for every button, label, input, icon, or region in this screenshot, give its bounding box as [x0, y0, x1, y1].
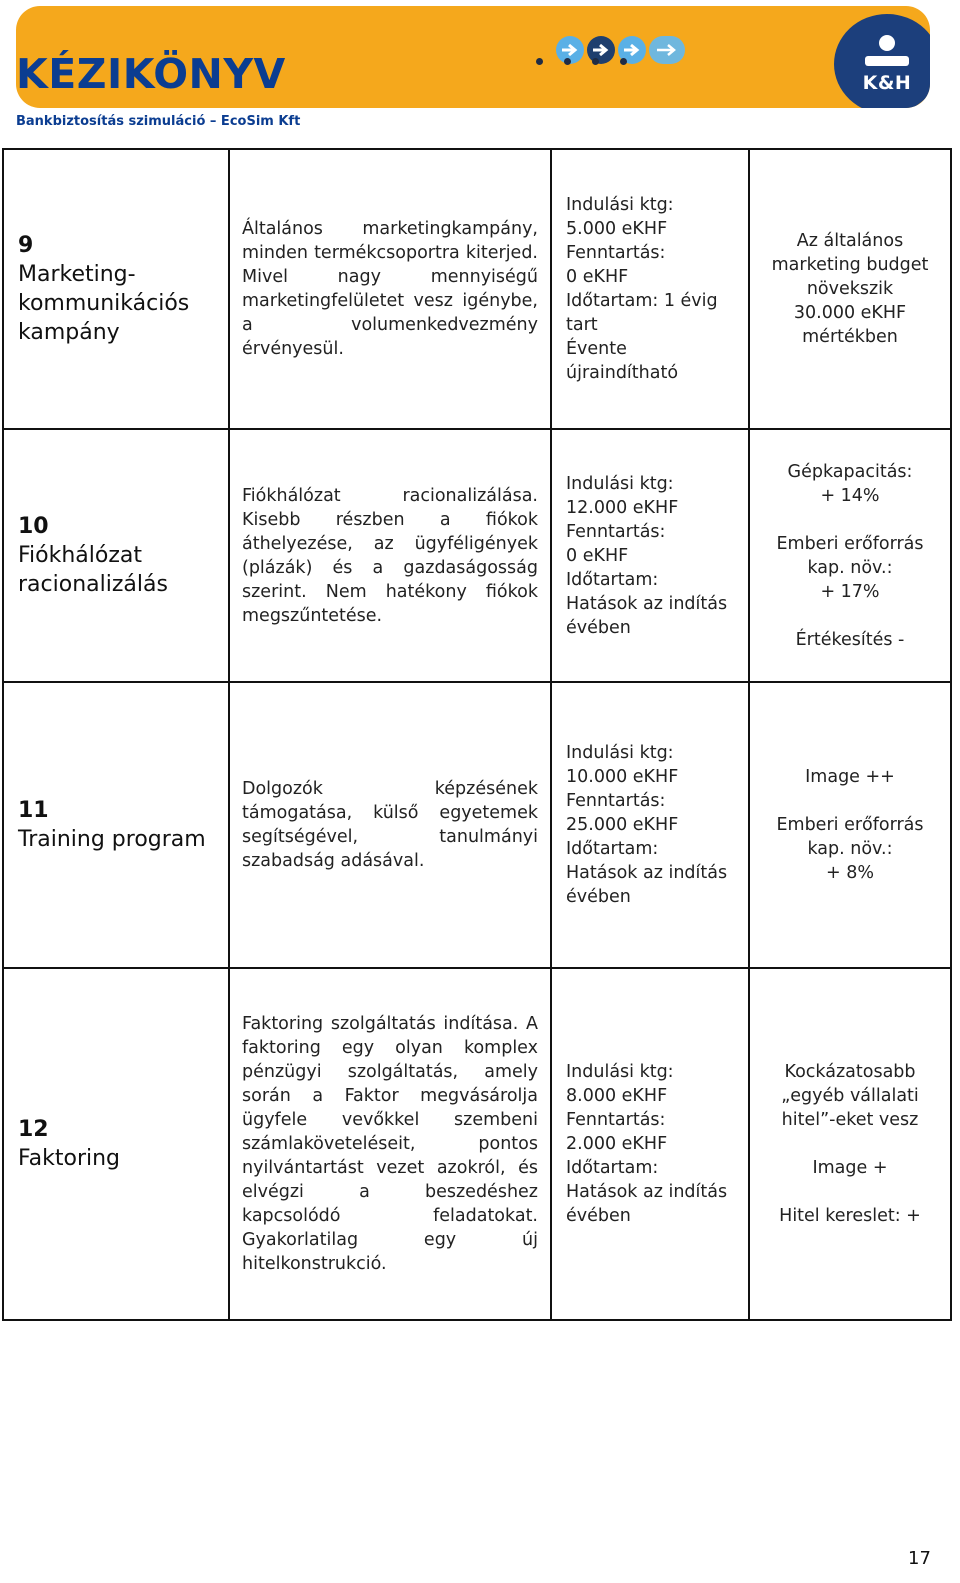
cost-line: Indulási ktg:: [566, 473, 674, 494]
effect-line: + 14%: [820, 485, 880, 506]
kh-logo: [834, 14, 930, 108]
measure-name: Faktoring: [18, 1146, 121, 1171]
dot-icon: [564, 58, 571, 65]
cost-line: Fenntartás:: [566, 521, 666, 542]
cost-line: 0 eKHF: [566, 267, 629, 287]
description-cell: [229, 149, 551, 429]
effect-line: Image ++: [805, 767, 895, 787]
effect-line: 30.000 eKHF mértékben: [793, 303, 907, 347]
effect-line: Image +: [812, 1158, 888, 1178]
cost-line: Évente újraindítható: [566, 339, 679, 383]
cost-line: Fenntartás:: [566, 243, 666, 263]
person-icon: [862, 34, 912, 70]
dot-icon: [536, 58, 543, 65]
cost-cell: [551, 149, 749, 429]
cost-line: Időtartam:: [566, 569, 659, 590]
effect-line: Kockázatosabb „egyéb vállalati hitel”-eket vesz: [781, 1062, 919, 1130]
measure-description: Általános marketingkampány, minden termékcsoportra kiterjed. Mivel nagy mennyiségű marketingfelületet vesz igénybe, a volumenkedvezmény érvényesül.: [242, 219, 538, 359]
arrow-right-icon: [649, 36, 685, 64]
measure-name: Fiókhálózat racionalizálás: [18, 543, 168, 597]
cost-cell: [551, 968, 749, 1320]
cost-line: Fenntartás:: [566, 1110, 666, 1130]
measure-description: Dolgozók képzésének támogatása, külső egyetemek segítségével, tanulmányi szabadság adásával.: [242, 779, 538, 871]
cost-line: 8.000 eKHF: [566, 1086, 668, 1106]
measure-name-cell: [3, 968, 229, 1320]
effect-line: Hitel kereslet: +: [779, 1206, 921, 1226]
measure-number: 12: [18, 1117, 49, 1142]
effect-cell: [749, 149, 951, 429]
measure-name-cell: [3, 149, 229, 429]
description-cell: [229, 429, 551, 682]
description-cell: [229, 968, 551, 1320]
effect-line: Emberi erőforrás kap. növ.:: [776, 815, 924, 859]
table-row: [3, 429, 951, 682]
cost-line: 10.000 eKHF: [566, 767, 679, 787]
effect-line: Emberi erőforrás kap. növ.:: [776, 533, 924, 578]
cost-line: Időtartam:: [566, 839, 659, 859]
cost-line: Időtartam: 1 évig tart: [566, 291, 718, 335]
cost-line: Hatások az indítás évében: [566, 863, 728, 907]
effect-line: + 17%: [820, 581, 880, 602]
measure-number: 11: [18, 798, 49, 823]
page-subtitle: Bankbiztosítás szimuláció – EcoSim Kft: [16, 114, 301, 129]
dot-icon: [592, 58, 599, 65]
measures-table: [2, 148, 952, 1321]
cost-line: Időtartam:: [566, 1158, 659, 1178]
effect-line: + 8%: [826, 863, 874, 883]
logo-text: K&H: [862, 72, 912, 94]
table-row: [3, 682, 951, 968]
effect-cell: [749, 682, 951, 968]
cost-line: Hatások az indítás évében: [566, 593, 728, 638]
table-row: [3, 149, 951, 429]
cost-cell: [551, 429, 749, 682]
measure-number: 10: [18, 514, 49, 539]
cost-line: Indulási ktg:: [566, 743, 674, 763]
page-title: KÉZIKÖNYV: [16, 50, 286, 98]
cost-line: Indulási ktg:: [566, 195, 674, 215]
effect-line: Az általános marketing budget növekszik: [771, 231, 929, 299]
cost-line: 25.000 eKHF: [566, 815, 679, 835]
measure-name-cell: [3, 682, 229, 968]
cost-line: Hatások az indítás évében: [566, 1182, 728, 1226]
cost-line: 2.000 eKHF: [566, 1134, 668, 1154]
cost-line: 0 eKHF: [566, 545, 629, 566]
measure-name-cell: [3, 429, 229, 682]
page-number: 17: [908, 1548, 931, 1569]
dot-icon: [620, 58, 627, 65]
effect-line: Értékesítés -: [795, 629, 905, 650]
cost-line: Indulási ktg:: [566, 1062, 674, 1082]
measure-description: Fiókhálózat racionalizálása. Kisebb részben a fiókok áthelyezése, az ügyféligények (plázák) és a gazdaságosság szerint. Nem hatékony fiókok megszűntetése.: [242, 485, 538, 626]
description-cell: [229, 682, 551, 968]
measure-number: 9: [18, 233, 34, 258]
table-row: [3, 968, 951, 1320]
cost-line: Fenntartás:: [566, 791, 666, 811]
dot-markers: [536, 58, 627, 65]
measure-description: Faktoring szolgáltatás indítása. A faktoring egy olyan komplex pénzügyi szolgáltatás, amely során a Faktor megvásárolja ügyfele vevőkkel szembeni számlaköveteléseit, pontos nyilvántartást vezet azokról, és elvégzi a beszedéshez kapcsolódó feladatokat. Gyakorlatilag egy új hitelkonstrukció.: [242, 1014, 538, 1274]
effect-line: Gépkapacitás:: [787, 461, 913, 482]
cost-line: 12.000 eKHF: [566, 497, 679, 518]
measure-name: Marketing-kommunikációs kampány: [18, 262, 190, 345]
cost-line: 5.000 eKHF: [566, 219, 668, 239]
effect-cell: [749, 968, 951, 1320]
cost-cell: [551, 682, 749, 968]
measure-name: Training program: [18, 827, 206, 852]
effect-cell: [749, 429, 951, 682]
